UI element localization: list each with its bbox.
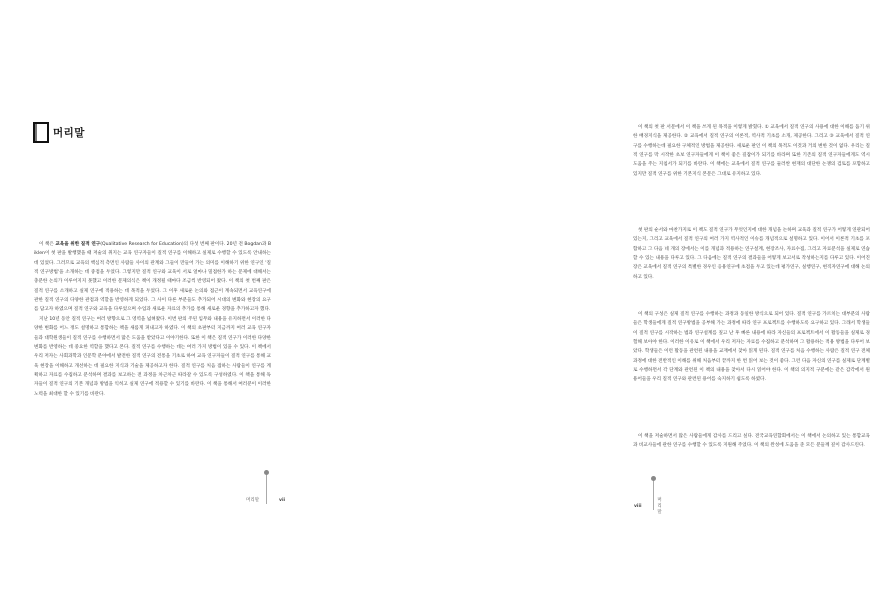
- left-page-number: vii: [279, 497, 286, 503]
- right-footer-label: 머리말: [657, 498, 662, 515]
- left-paragraph-1: [34, 240, 271, 315]
- left-footer-label: 머리말: [246, 498, 260, 503]
- right-paragraph-4: 이 책을 저술하면서 많은 사람들에게 감사를 드리고 싶다. 전국교육연합회에서는 이 책에서 논의하고 있는 통합교육과 비교사들에 관한 연구를 수행할 수 있도록 지원해 주었다. 이 책의 완성에 도움을 준 모든 분들께 깊이 감사드린다.: [633, 434, 870, 449]
- footer-marker-icon: [648, 506, 656, 507]
- right-page-footer: [630, 497, 666, 515]
- right-page-number: viii: [634, 503, 642, 509]
- right-page: [300, 0, 870, 600]
- right-paragraph-3: 이 책의 구성은 실제 질적 연구를 수행하는 과정과 동일한 방식으로 되어 있다. 질적 연구를 가르치는 대부분의 사람들은 학생들에게 질적 연구방법을 공부해 가는 과정에 따라 연구 프로젝트를 수행하도록 요구하고 있다. 그래서 학생들이 질적 연구를 시작하는 법과 연구설계를 짚고 난 후 빠른 내용에 따라 자신들의 프로젝트에서 이 활동들을 실제로 경험해 보아야 한다. 이러한 이유로 이 책에서 우리 저자는 자료를 수집하고 분석하며 그 활용하는 적용 방법을 다루어 보았다. 학생들은 이런 활동을 관련된 내용을 교재에서 찾아 읽게 된다. 질적 연구를 처음 수행하는 사람은 질적 연구 전체 과정에 대한 전반적인 이해를 위해 처음부터 끝까지 한 번 읽어 보는 것이 좋다. 그런 다음 자신의 연구를 실제로 단계별로 수행하면서 각 단계와 관련된 이 책의 내용을 찾아서 다시 읽어야 한다. 이 책의 의지적 구분에는 같은 감각에서 원 용어들을 우리 질적 연구와 관련된 용어를 숙지하기 쉽도록 하였다.: [633, 312, 870, 383]
- book-title-bold: 교육을 위한 질적 연구: [55, 242, 101, 247]
- right-paragraph-2: 첫 판의 순서와 마찬가지로 이 책도 질적 연구가 무엇인지에 대한 개념을 논하며 교육과 질적 연구가 어떻게 연관되어 있는지, 그리고 교육에서 질적 연구의 여러 가지 역사적인 이슈를 개념적으로 설명하고 있다. 이어서 이론적 기초를 포함하고 그 다음 네 개의 장에서는 이를 개념과 적용하는 연구설계, 현장조사, 자료수집, 그리고 자료분석을 실제로 연습할 수 있는 내용을 다루고 있다. 그 다음에는 질적 연구의 결과들을 어떻게 보고서로 작성하는지를 다루고 있다. 이어진 장은 교육에서 질적 연구의 특별한 경우인 응용연구에 초점을 두고 있는데 평가연구, 실행연구, 현직자연구에 대해 논의하고 있다.: [633, 228, 870, 280]
- footer-marker-icon: [261, 500, 273, 501]
- left-paragraph-2: 지난 10년 동안 질적 연구는 여러 방향으로 그 영역을 넓혀왔다. 이번 판의 주된 임무와 내용을 유지하면서 이러한 다양한 변화를 어느 정도 설명하고 통합하는 책을 새롭게 펴내고자 하였다. 이 책의 초판부터 지금까지 여러 교육 연구자들과 대학원생들이 질적 연구를 수행하면서 많은 도움을 받았다고 이야기한다. 또한 이 책은 질적 연구가 이러한 다양한 변화를 반영하는 데 중요한 역할을 했다고 본다. 질적 연구를 수행하는 데는 여러 가지 방법이 있을 수 있다. 이 책에서 우리 저자는 사회과학과 인문학 분야에서 발전한 질적 연구의 전통을 기초로 하여 교육 연구자들이 질적 연구를 통해 교육 현장을 이해하고 개선하는 데 필요한 지식과 기술을 제공하고자 한다. 질적 연구를 처음 접하는 사람들이 연구를 계획하고 자료를 수집하고 분석하며 결과를 보고하는 전 과정을 차근차근 따라갈 수 있도록 구성하였다. 이 책을 통해 독자들이 질적 연구의 기본 개념과 방법을 익히고 실제 연구에 적용할 수 있기를 바란다. 이 책을 통해서 여러분이 이러한 노력을 최대한 할 수 있기를 바란다.: [34, 317, 271, 397]
- left-paragraph-1-body: (Qualitative Research for Education)의 다섯 번째 판이다. 20년 전 Bogdan과 Biklen이 첫 판을 발행했을 때 저술의 취지는 교육 연구자들이 질적 연구를 이해하고 실제로 수행할 수 있도록 안내하는 데 있었다. 그러므로 교육의 핵심적 측면인 사람들 사이의 관계와 그들이 만들어 가는 의미를 이해하기 위한 연구인 '질적 연구방법'을 소개하는 데 중점을 두었다. 그렇지만 질적 연구와 교육이 서로 얼마나 밀접한가 하는 문제에 대해서는 충분한 논의가 이루어지지 못했고 이러한 문제의식은 책이 개정될 때마다 조금씩 반영되어 왔다. 이 책의 첫 번째 판은 질적 연구를 소개하고 실제 연구에 적용하는 데 목적을 두었다. 그 이후 새로운 논의와 접근이 계속되면서 교육연구에 관한 질적 연구의 다양한 관점과 역할을 반영하게 되었다. 그 사이 다른 부분들도 추가되어 시대의 변화와 현장의 요구를 담고자 하였으며 질적 연구와 교육을 다루었으며 수업과 새로운 자료의 추가를 통해 새로운 경향을 추가하고자 했다.: [34, 242, 271, 313]
- left-page-footer: [246, 497, 289, 503]
- right-paragraph-1: 이 책의 첫 판 서문에서 이 책을 쓰게 된 목적을 이렇게 밝혔다. ① 교육에서 질적 연구의 사용에 대한 이해를 돕기 위한 배경지식을 제공한다. ② 교육에서 질적 연구의 이론적, 역사적 기초를 소개, 제공한다. 그리고 ③ 교육에서 질적 연구를 수행하는데 필요한 구체적인 방법을 제공한다. 새로운 판인 이 책의 목적도 이것과 거의 변한 것이 없다. 우리는 질적 연구를 막 시작한 초보 연구자들에게 이 책이 좋은 길잡이가 되기를 바라며 또한 기존의 질적 연구자들에게도 역시 도움을 주는 지침서가 되기를 바란다. 이 책에는 교육에서 질적 연구를 둘러싼 현재의 대단한 논쟁의 검토를 포함하고 있지만 질적 연구를 위한 기본지식 본문은 그대로 유지하고 있다.: [633, 125, 870, 177]
- preface-heading: [33, 122, 85, 143]
- left-paragraph-1-intro: 이 책은: [39, 242, 56, 247]
- page-title: 머리말: [53, 127, 85, 139]
- left-page: [0, 0, 300, 600]
- heading-box-icon: [33, 122, 49, 143]
